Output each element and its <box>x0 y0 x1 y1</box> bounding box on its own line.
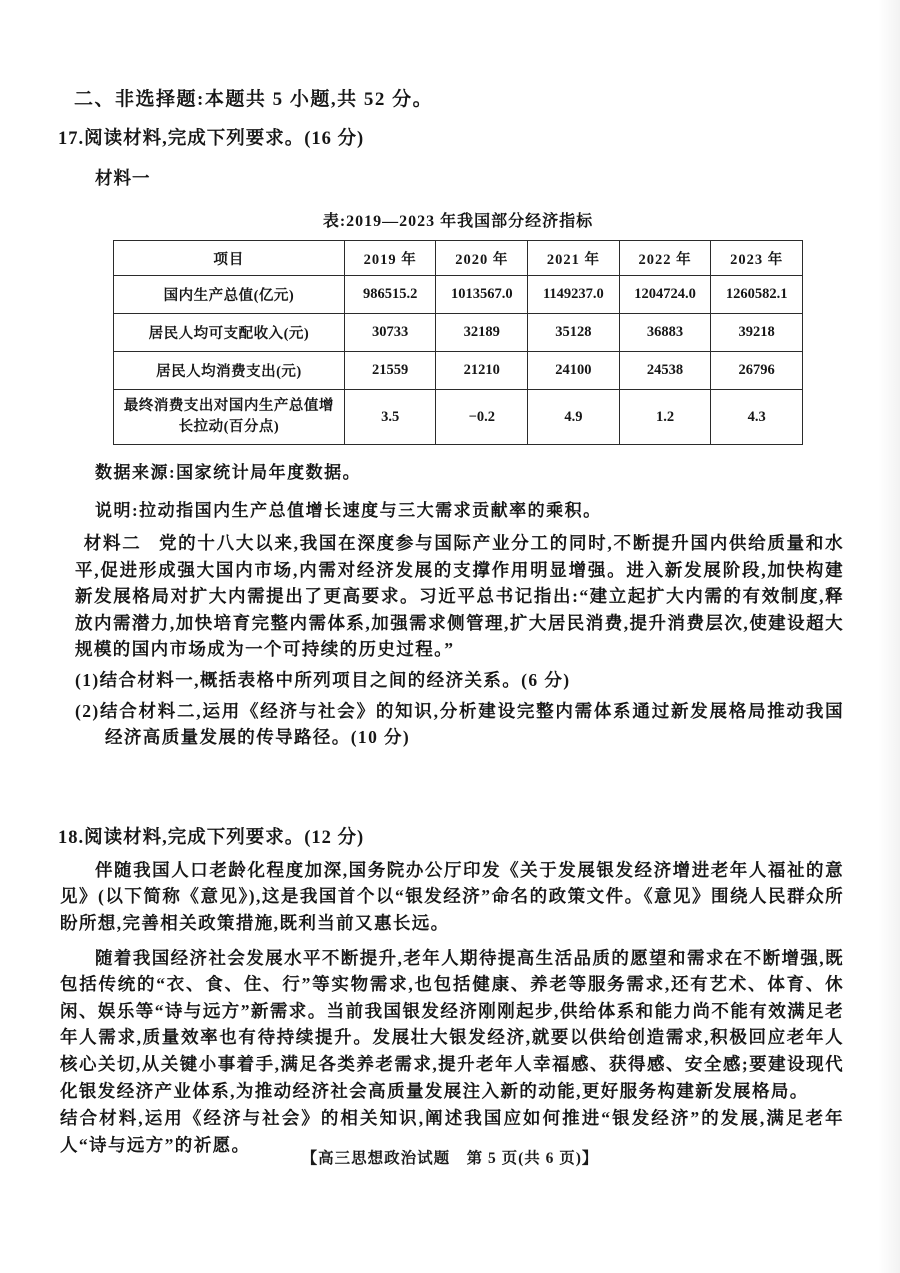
question-17-part-1: (1)结合材料一,概括表格中所列项目之间的经济关系。(6 分) <box>75 669 571 690</box>
table-cell: 4.3 <box>711 390 803 445</box>
question-17 <box>58 124 844 751</box>
question-17-part-2: (2)结合材料二,运用《经济与社会》的知识,分析建设完整内需体系通过新发展格局推动我国经济高质量发展的传导路径。(10 分) <box>75 700 844 748</box>
data-source-note: 数据来源:国家统计局年度数据。 <box>95 463 362 482</box>
explanation-note: 说明:拉动指国内生产总值增长速度与三大需求贡献率的乘积。 <box>95 501 602 520</box>
row-label-final-consumption-pull: 最终消费支出对国内生产总值增长拉动(百分点) <box>114 390 345 445</box>
table-header-cell: 2023 年 <box>711 241 803 276</box>
table-header-cell: 项目 <box>114 241 345 276</box>
table-cell: 24538 <box>619 352 711 390</box>
table-header-cell: 2021 年 <box>528 241 620 276</box>
table-cell: 1.2 <box>619 390 711 445</box>
material-2-text: 党的十八大以来,我国在深度参与国际产业分工的同时,不断提升国内供给质量和水平,促进形成强大国内市场,内需对经济发展的支撑作用明显增强。进入新发展阶段,加快构建新发展格局对扩大内需提出了更高要求。习近平总书记指出:“建立起扩大内需的有效制度,释放内需潜力,加快培育完整内需体系,加强需求侧管理,扩大居民消费,提升消费层次,使建设超大规模的国内市场成为一个可持续的历史过程。” <box>75 533 844 660</box>
material-1-label: 材料一 <box>95 168 151 188</box>
economic-indicators-table <box>113 240 803 445</box>
material-2-label: 材料二 <box>83 533 142 553</box>
economic-indicators-table-block <box>113 208 803 445</box>
table-cell: 21210 <box>436 352 528 390</box>
table-cell: 1204724.0 <box>619 276 711 314</box>
table-row <box>114 314 803 352</box>
row-label-consumption: 居民人均消费支出(元) <box>114 352 345 390</box>
table-cell: 30733 <box>344 314 436 352</box>
table-cell: −0.2 <box>436 390 528 445</box>
question-18-heading: 18.阅读材料,完成下列要求。(12 分) <box>58 827 365 848</box>
table-header-cell: 2019 年 <box>344 241 436 276</box>
table-cell: 35128 <box>528 314 620 352</box>
table-cell: 3.5 <box>344 390 436 445</box>
table-cell: 36883 <box>619 314 711 352</box>
table-row <box>114 390 803 445</box>
table-header-cell: 2020 年 <box>436 241 528 276</box>
row-label-gdp: 国内生产总值(亿元) <box>114 276 345 314</box>
table-cell: 39218 <box>711 314 803 352</box>
table-cell: 26796 <box>711 352 803 390</box>
section-heading: 二、非选择题:本题共 5 小题,共 52 分。 <box>74 89 434 110</box>
table-header-cell: 2022 年 <box>619 241 711 276</box>
table-cell: 21559 <box>344 352 436 390</box>
table-title: 表:2019—2023 年我国部分经济指标 <box>322 213 594 230</box>
table-header-row <box>114 241 803 276</box>
page-footer: 【高三思想政治试题 第 5 页(共 6 页)】 <box>301 1150 599 1167</box>
row-label-income: 居民人均可支配收入(元) <box>114 314 345 352</box>
table-cell: 1149237.0 <box>528 276 620 314</box>
material-2-paragraph <box>75 530 844 663</box>
table-cell: 986515.2 <box>344 276 436 314</box>
table-row <box>114 352 803 390</box>
table-cell: 24100 <box>528 352 620 390</box>
question-18 <box>58 823 844 1159</box>
table-cell: 1260582.1 <box>711 276 803 314</box>
question-17-heading: 17.阅读材料,完成下列要求。(16 分) <box>58 129 365 149</box>
question-18-task: 结合材料,运用《经济与社会》的相关知识,阐述我国应如何推进“银发经济”的发展,满足老年人“诗与远方”的祈愿。 <box>60 1108 844 1155</box>
question-18-paragraph-1: 伴随我国人口老龄化程度加深,国务院办公厅印发《关于发展银发经济增进老年人福祉的意见》(以下简称《意见》),这是我国首个以“银发经济”命名的政策文件。《意见》围绕人民群众所盼所想,完善相关政策措施,既利当前又惠长远。 <box>60 859 844 933</box>
question-18-paragraph-2: 随着我国经济社会发展水平不断提升,老年人期待提高生活品质的愿望和需求在不断增强,既包括传统的“衣、食、住、行”等实物需求,也包括健康、养老等服务需求,还有艺术、体育、休闲、娱乐等“诗与远方”新需求。当前我国银发经济刚刚起步,供给体系和能力尚不能有效满足老年人需求,质量效率也有待持续提升。发展壮大银发经济,就要以供给创造需求,积极回应老年人核心关切,从关键小事着手,满足各类养老需求,提升老年人幸福感、获得感、安全感;要建设现代化银发经济产业体系,为推动经济社会高质量发展注入新的动能,更好服务构建新发展格局。 <box>60 947 844 1101</box>
table-cell: 1013567.0 <box>436 276 528 314</box>
table-cell: 4.9 <box>528 390 620 445</box>
table-cell: 32189 <box>436 314 528 352</box>
table-row <box>114 276 803 314</box>
